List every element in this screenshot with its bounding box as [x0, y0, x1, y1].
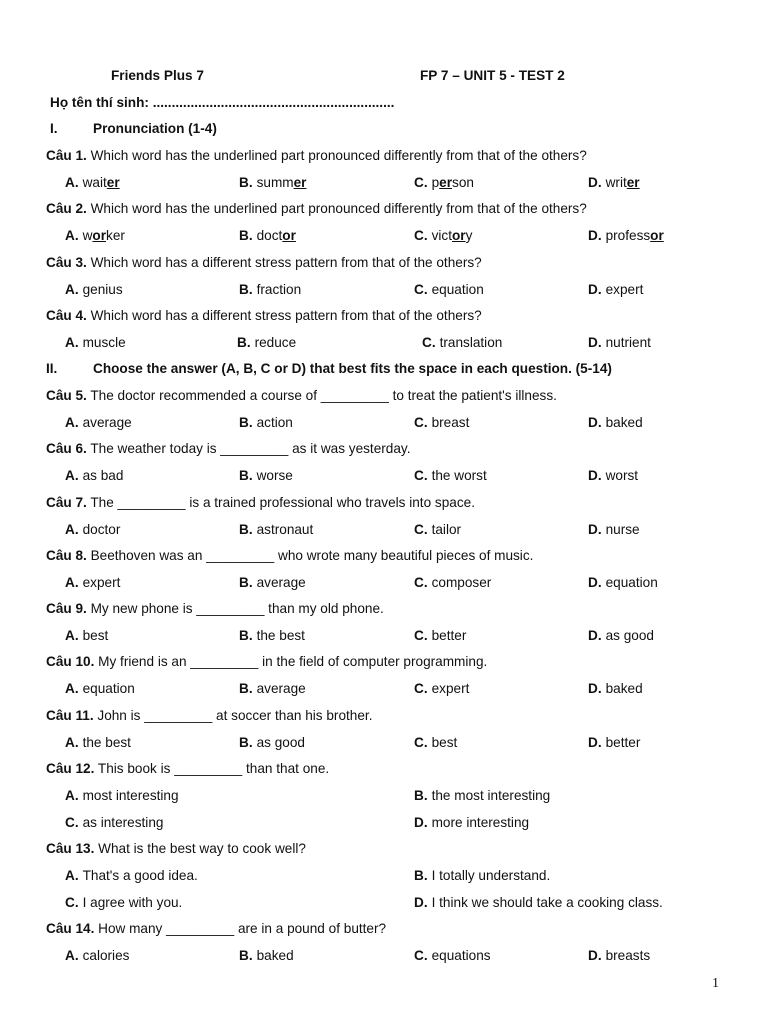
question-label: Câu 4. — [46, 308, 87, 323]
question-12-options-row-2 — [46, 813, 728, 833]
option-a[interactable] — [65, 226, 125, 246]
option-letter: C. — [414, 628, 428, 643]
question-10 — [46, 652, 728, 672]
option-b[interactable] — [414, 866, 550, 886]
question-3 — [46, 253, 728, 273]
option-letter: A. — [65, 468, 79, 483]
option-letter: D. — [588, 175, 602, 190]
option-letter: B. — [239, 228, 253, 243]
option-a[interactable] — [65, 573, 120, 593]
option-c[interactable] — [414, 679, 469, 699]
question-text: John is _________ at soccer than his brother. — [97, 708, 373, 723]
option-c[interactable] — [414, 573, 491, 593]
option-c[interactable] — [414, 733, 457, 753]
option-letter: A. — [65, 282, 79, 297]
question-text: My new phone is _________ than my old phone. — [90, 601, 384, 616]
option-letter: D. — [588, 282, 602, 297]
option-text: best — [431, 735, 458, 750]
option-a[interactable] — [65, 413, 132, 433]
underlined-part: er — [106, 175, 120, 190]
question-5-options — [46, 413, 728, 433]
option-c[interactable] — [414, 413, 469, 433]
question-8-options — [46, 573, 728, 593]
underlined-part: or — [282, 228, 296, 243]
option-text: average — [82, 415, 132, 430]
option-text: composer — [431, 575, 492, 590]
option-letter: C. — [414, 415, 428, 430]
option-b[interactable] — [239, 520, 313, 540]
option-text: baked — [605, 415, 643, 430]
option-text: I totally understand. — [431, 868, 551, 883]
option-letter: A. — [65, 522, 79, 537]
option-a[interactable] — [65, 173, 120, 193]
question-label: Câu 2. — [46, 201, 87, 216]
question-label: Câu 14. — [46, 921, 95, 936]
option-d[interactable] — [588, 573, 658, 593]
section-1-heading — [46, 119, 728, 139]
option-text: doctor — [82, 522, 121, 537]
question-text: The _________ is a trained professional who travels into space. — [90, 495, 475, 510]
option-letter: B. — [239, 681, 253, 696]
option-b[interactable] — [239, 226, 296, 246]
option-text: wait — [82, 175, 107, 190]
option-letter: A. — [65, 228, 79, 243]
option-letter: B. — [239, 415, 253, 430]
option-d[interactable] — [588, 280, 643, 300]
option-a[interactable] — [65, 280, 123, 300]
option-letter: B. — [237, 335, 251, 350]
option-text: as bad — [82, 468, 124, 483]
option-letter: B. — [239, 522, 253, 537]
question-4-options — [46, 333, 728, 353]
option-d[interactable] — [414, 813, 529, 833]
option-a[interactable] — [65, 520, 120, 540]
option-text: son — [452, 175, 474, 190]
option-letter: C. — [414, 948, 428, 963]
question-text: The doctor recommended a course of _________ to treat the patient's illness. — [90, 388, 557, 403]
option-b[interactable] — [239, 946, 294, 966]
option-letter: B. — [239, 948, 253, 963]
question-text: The weather today is _________ as it was yesterday. — [90, 441, 411, 456]
question-1-options — [46, 173, 728, 193]
page-number: 1 — [712, 976, 719, 991]
option-text: the most interesting — [431, 788, 551, 803]
option-letter: D. — [588, 415, 602, 430]
option-a[interactable] — [65, 946, 129, 966]
option-text: breast — [431, 415, 470, 430]
option-a[interactable] — [65, 679, 135, 699]
option-d[interactable] — [588, 413, 643, 433]
question-14 — [46, 919, 728, 939]
student-name-label: Họ tên thí sinh: ................................................................ — [50, 95, 395, 110]
option-letter: C. — [422, 335, 436, 350]
option-a[interactable] — [65, 333, 126, 353]
question-text: Which word has a different stress pattern from that of the others? — [90, 255, 482, 270]
underlined-part: or — [92, 228, 107, 243]
option-letter: A. — [65, 628, 79, 643]
option-letter: B. — [414, 788, 428, 803]
option-text: expert — [431, 681, 470, 696]
course-title: Friends Plus 7 — [111, 68, 204, 83]
question-text: What is the best way to cook well? — [98, 841, 306, 856]
option-text: calories — [82, 948, 130, 963]
question-6 — [46, 439, 728, 459]
option-text: best — [82, 628, 109, 643]
option-text: worse — [256, 468, 293, 483]
question-text: This book is _________ than that one. — [97, 761, 330, 776]
option-a[interactable] — [65, 466, 123, 486]
option-letter: C. — [414, 681, 428, 696]
option-text: equation — [431, 282, 484, 297]
option-d[interactable] — [588, 466, 638, 486]
question-9-options — [46, 626, 728, 646]
option-text: astronaut — [256, 522, 314, 537]
question-4 — [46, 306, 728, 326]
option-letter: B. — [239, 575, 253, 590]
option-text: the best — [82, 735, 131, 750]
underlined-part: or — [451, 228, 466, 243]
option-d[interactable] — [588, 173, 640, 193]
option-text: better — [605, 735, 641, 750]
question-label: Câu 1. — [46, 148, 87, 163]
question-11-options — [46, 733, 728, 753]
question-label: Câu 6. — [46, 441, 87, 456]
option-letter: C. — [65, 895, 79, 910]
option-c[interactable] — [414, 520, 461, 540]
option-b[interactable] — [239, 466, 293, 486]
option-text: average — [256, 681, 306, 696]
option-text: equations — [431, 948, 491, 963]
option-text: I think we should take a cooking class. — [431, 895, 663, 910]
section-title: Choose the answer (A, B, C or D) that best fits the space in each question. (5-14) — [93, 361, 612, 376]
option-text: muscle — [82, 335, 126, 350]
student-name-line — [50, 93, 728, 113]
option-letter: C. — [414, 468, 428, 483]
option-letter: C. — [414, 175, 428, 190]
question-label: Câu 13. — [46, 841, 95, 856]
option-letter: D. — [588, 522, 602, 537]
question-1 — [46, 146, 728, 166]
option-c[interactable] — [414, 946, 491, 966]
option-b[interactable] — [239, 573, 306, 593]
underlined-part: er — [293, 175, 307, 190]
option-letter: C. — [414, 228, 428, 243]
option-letter: D. — [414, 815, 428, 830]
question-text: Which word has the underlined part pronounced differently from that of the others? — [90, 201, 587, 216]
option-letter: B. — [239, 628, 253, 643]
option-text: genius — [82, 282, 123, 297]
option-text: translation — [439, 335, 503, 350]
option-c[interactable] — [414, 226, 472, 246]
option-text: w — [82, 228, 93, 243]
option-d[interactable] — [414, 893, 663, 913]
option-text: equation — [605, 575, 658, 590]
option-d[interactable] — [588, 733, 640, 753]
option-b[interactable] — [239, 626, 305, 646]
option-text: average — [256, 575, 306, 590]
option-text: y — [465, 228, 473, 243]
question-2 — [46, 199, 728, 219]
question-6-options — [46, 466, 728, 486]
option-text: doct — [256, 228, 283, 243]
option-letter: D. — [414, 895, 428, 910]
option-text: worst — [605, 468, 639, 483]
option-a[interactable] — [65, 626, 108, 646]
option-b[interactable] — [239, 679, 306, 699]
question-3-options — [46, 280, 728, 300]
option-text: expert — [82, 575, 121, 590]
option-letter: A. — [65, 175, 79, 190]
option-text: nurse — [605, 522, 640, 537]
option-b[interactable] — [237, 333, 296, 353]
option-text: writ — [605, 175, 627, 190]
option-d[interactable] — [588, 520, 640, 540]
option-letter: D. — [588, 228, 602, 243]
option-c[interactable] — [65, 893, 182, 913]
question-7 — [46, 493, 728, 513]
option-text: p — [431, 175, 440, 190]
option-text: more interesting — [431, 815, 530, 830]
option-letter: B. — [414, 868, 428, 883]
header-row — [46, 66, 728, 86]
option-letter: A. — [65, 681, 79, 696]
question-7-options — [46, 520, 728, 540]
option-letter: A. — [65, 575, 79, 590]
option-c[interactable] — [414, 173, 474, 193]
option-letter: D. — [588, 735, 602, 750]
question-text: Which word has the underlined part pronounced differently from that of the others? — [90, 148, 587, 163]
question-13 — [46, 839, 728, 859]
question-9 — [46, 599, 728, 619]
option-a[interactable] — [65, 786, 179, 806]
option-d[interactable] — [588, 679, 643, 699]
question-text: My friend is an _________ in the field of computer programming. — [98, 654, 488, 669]
option-text: most interesting — [82, 788, 179, 803]
question-13-options-row-1 — [46, 866, 728, 886]
option-letter: B. — [239, 282, 253, 297]
option-text: nutrient — [605, 335, 651, 350]
option-b[interactable] — [239, 413, 293, 433]
question-14-options — [46, 946, 728, 966]
option-b[interactable] — [239, 173, 306, 193]
option-letter: A. — [65, 735, 79, 750]
option-c[interactable] — [414, 280, 484, 300]
option-letter: A. — [65, 868, 79, 883]
section-number: I. — [50, 121, 58, 136]
option-text: baked — [605, 681, 643, 696]
option-letter: D. — [588, 468, 602, 483]
option-d[interactable] — [588, 333, 651, 353]
option-text: vict — [431, 228, 452, 243]
option-c[interactable] — [414, 626, 466, 646]
question-12-options-row-1 — [46, 786, 728, 806]
option-a[interactable] — [65, 866, 198, 886]
question-text: Which word has a different stress pattern from that of the others? — [90, 308, 482, 323]
option-text: baked — [256, 948, 294, 963]
question-label: Câu 12. — [46, 761, 95, 776]
option-b[interactable] — [414, 786, 550, 806]
option-letter: D. — [588, 681, 602, 696]
option-b[interactable] — [239, 280, 301, 300]
option-d[interactable] — [588, 946, 650, 966]
option-text: I agree with you. — [82, 895, 183, 910]
question-label: Câu 9. — [46, 601, 87, 616]
underlined-part: or — [650, 228, 664, 243]
question-8 — [46, 546, 728, 566]
option-letter: C. — [65, 815, 79, 830]
question-12 — [46, 759, 728, 779]
question-label: Câu 8. — [46, 548, 87, 563]
option-text: action — [256, 415, 293, 430]
option-letter: A. — [65, 948, 79, 963]
question-10-options — [46, 679, 728, 699]
question-label: Câu 10. — [46, 654, 95, 669]
option-text: as good — [605, 628, 654, 643]
test-title: FP 7 – UNIT 5 - TEST 2 — [420, 68, 565, 83]
option-letter: A. — [65, 335, 79, 350]
option-letter: B. — [239, 468, 253, 483]
option-letter: A. — [65, 788, 79, 803]
option-text: summ — [256, 175, 294, 190]
option-letter: B. — [239, 735, 253, 750]
question-11 — [46, 706, 728, 726]
question-label: Câu 3. — [46, 255, 87, 270]
option-text: fraction — [256, 282, 302, 297]
section-2-heading — [46, 359, 728, 379]
question-13-options-row-2 — [46, 893, 728, 913]
option-a[interactable] — [65, 733, 131, 753]
option-letter: C. — [414, 575, 428, 590]
option-text: breasts — [605, 948, 651, 963]
option-letter: C. — [414, 735, 428, 750]
underlined-part: er — [439, 175, 453, 190]
option-c[interactable] — [414, 466, 487, 486]
question-text: How many _________ are in a pound of butter? — [98, 921, 387, 936]
option-letter: A. — [65, 415, 79, 430]
option-text: tailor — [431, 522, 462, 537]
option-letter: D. — [588, 628, 602, 643]
option-text: equation — [82, 681, 135, 696]
option-text: the best — [256, 628, 305, 643]
option-letter: D. — [588, 575, 602, 590]
question-2-options — [46, 226, 728, 246]
option-c[interactable] — [422, 333, 502, 353]
question-label: Câu 7. — [46, 495, 87, 510]
question-label: Câu 11. — [46, 708, 94, 723]
option-text: expert — [605, 282, 644, 297]
option-letter: C. — [414, 282, 428, 297]
section-number: II. — [46, 361, 58, 376]
option-b[interactable] — [239, 733, 305, 753]
option-letter: D. — [588, 335, 602, 350]
question-5 — [46, 386, 728, 406]
option-d[interactable] — [588, 626, 654, 646]
option-text: That's a good idea. — [82, 868, 198, 883]
option-letter: B. — [239, 175, 253, 190]
option-text: profess — [605, 228, 651, 243]
section-title: Pronunciation (1-4) — [93, 121, 217, 136]
option-c[interactable] — [65, 813, 163, 833]
question-text: Beethoven was an _________ who wrote many beautiful pieces of music. — [90, 548, 534, 563]
option-text: as good — [256, 735, 305, 750]
option-text: the worst — [431, 468, 487, 483]
underlined-part: er — [626, 175, 640, 190]
option-text: as interesting — [82, 815, 164, 830]
option-text: better — [431, 628, 467, 643]
option-text: ker — [106, 228, 125, 243]
option-text: reduce — [254, 335, 297, 350]
option-letter: D. — [588, 948, 602, 963]
option-letter: C. — [414, 522, 428, 537]
option-d[interactable] — [588, 226, 664, 246]
question-label: Câu 5. — [46, 388, 87, 403]
